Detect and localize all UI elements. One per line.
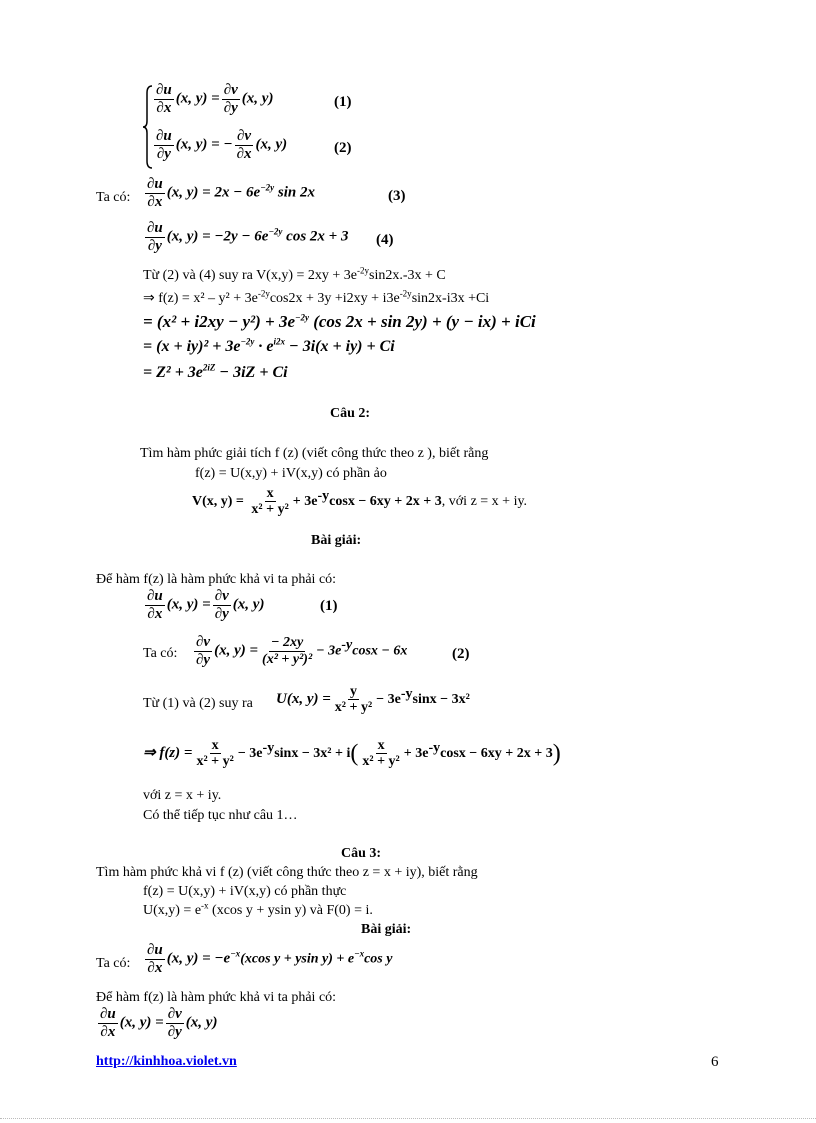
footer-link[interactable]: http://kinhhoa.violet.vn <box>96 1054 237 1069</box>
eq2-label: (2) <box>334 140 352 156</box>
system-eq2: $\frac{\partial u}{\partial y}$ (x, y) = − $\frac{\partial v}{\partial x}$ (x, y) <box>156 128 288 162</box>
cau2-u-derivation: Từ (1) và (2) suy ra <box>143 696 253 711</box>
f-complex-line: = $(x + iy)^2 + 3e^{-2y} \cdot e^{i2x} - 3i(x + iy) + Ci$ <box>143 336 395 355</box>
cau2-solution-heading: Bài giải: <box>311 533 362 548</box>
cau2-problem-line2: f(z) = U(x,y) + iV(x,y) có phần ảo <box>195 466 387 481</box>
eq4-label: (4) <box>376 232 394 248</box>
eq4: $\frac{\partial u}{\partial y}$ (x, $y) = -2y - 6e^{-2y}$ cos 2x + 3 <box>147 220 349 254</box>
cau3-ta-co: Ta có: <box>96 956 131 971</box>
cau2-title: Câu 2: <box>330 406 371 421</box>
eq3-label: (3) <box>388 188 406 204</box>
cau2-eq1-label: (1) <box>320 598 338 614</box>
cau3-problem-line2: f(z) = U(x,y) + iV(x,y) có phần thực <box>143 884 347 899</box>
cau2-problem-line1: Tìm hàm phức giải tích f (z) (viết công thức theo z ), biết rằng <box>140 446 489 461</box>
cau2-v-formula: V(x, y) = $\frac{x}{\text{x² + y²}}$ + $3e^{-y}\cos x - 6xy + 2x + 3$, với z = x + iy. <box>192 486 528 518</box>
f-group-line: = $(x^2 + i2xy - y^2) + 3e^{-2y}$ (cos 2x + sin 2y) + (y − ix) + iCi <box>143 312 536 331</box>
page-number: 6 <box>711 1054 719 1070</box>
cau2-ta-co: Ta có: <box>143 646 178 661</box>
ta-co-label: Ta có: <box>96 190 131 205</box>
cau3-solution-heading: Bài giải: <box>361 922 412 937</box>
cau3-title: Câu 3: <box>341 846 382 861</box>
cau3-condition-text: Để hàm f(z) là hàm phức khả vi ta phải có: <box>96 990 337 1005</box>
cau2-f-formula: ⇒ f(z) = $\frac{x}{\text{x² + y²}}$ − $3e^{-y}\sin x - 3x^2 + i$( $\frac{x}{\text{x² + y²}}$ + $3e^{-y}\cos x - 6xy + 2x + 3$) <box>143 738 561 770</box>
cau3-du-dx: $\frac{\partial u}{\partial x}$ (x, $y) = -e^{-x}(xcos$ y + ysin $y) + e^{-x}\cos$ y <box>147 942 393 976</box>
system-eq1: $\frac{\partial u}{\partial x}$ (x, y) = $\frac{\partial v}{\partial y}$ (x, y) <box>156 82 274 116</box>
cau2-z-def: với z = x + iy. <box>143 788 222 803</box>
cau3-cr-equation: $\frac{\partial u}{\partial x}$ (x, y) = $\frac{\partial v}{\partial y}$ (x, y) <box>100 1006 218 1040</box>
f-expansion-line: ⇒ $f(z) = x^2 - y^2 + 3e^{-2y}\cos 2x + 3y +i2xy + i3e^{-2y}\sin 2x-i3x +Ci$ <box>143 288 490 306</box>
cau2-eq2-label: (2) <box>452 646 470 662</box>
cau2-condition-text: Để hàm f(z) là hàm phức khả vi ta phải có: <box>96 572 337 587</box>
eq1-label: (1) <box>334 94 352 110</box>
eq3: $\frac{\partial u}{\partial x}$ (x, $y) = 2x - 6e^{-2y}$ sin 2x <box>147 176 316 210</box>
cau2-eq1: $\frac{\partial u}{\partial x}$ (x, y) = $\frac{\partial v}{\partial y}$ (x, y) <box>147 588 265 622</box>
page-bottom-border <box>0 1118 816 1120</box>
cau3-problem-line1: Tìm hàm phức khả vi f (z) (viết công thức theo z = x + iy), biết rằng <box>96 865 478 880</box>
cau2-u-formula: U(x, y) = $\frac{y}{\text{x² + y²}}$ − $3e^{-y}\sin x - 3x^2$ <box>276 684 470 716</box>
derive-v-line: Từ (2) và (4) suy ra $V(x,y) = 2xy + 3e^{-2y}\sin 2x.-3x + C$ <box>143 265 446 283</box>
cau3-problem-line3: $U(x,y) = e^{-x}$ (xcos y + ysin y) và F(0) = i. <box>143 900 373 918</box>
cau2-eq2: $\frac{\partial v}{\partial y}$ (x, y) = $\frac{- 2xy}{\text{(x² + y²)²}}$ − $3e^{-y}\cos x - 6x$ <box>196 634 408 668</box>
f-final-line: = $Z^2 + 3e^{2iZ} - 3iZ + Ci$ <box>143 362 288 381</box>
cau2-continue-note: Có thể tiếp tục như câu 1… <box>143 808 298 823</box>
